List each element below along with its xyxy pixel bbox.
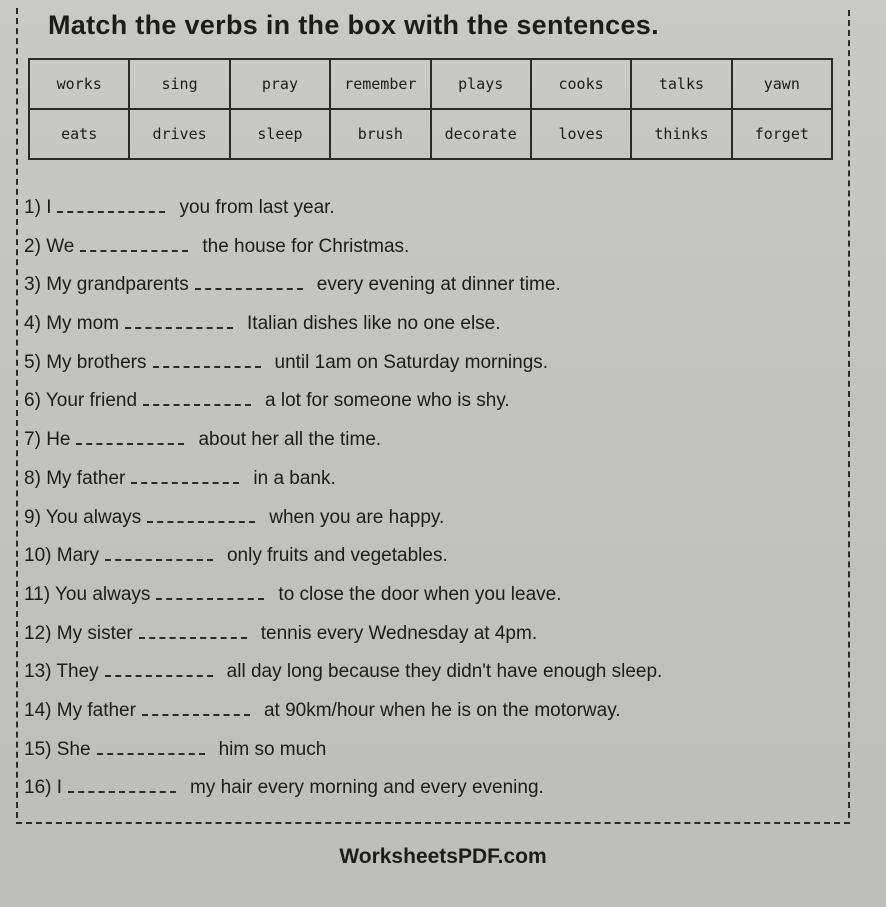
verb-cell: brush: [330, 109, 430, 159]
sentence-subject: Your friend: [45, 390, 138, 412]
verb-cell: thinks: [631, 109, 731, 159]
sentence-rest: only fruits and vegetables.: [226, 545, 448, 567]
answer-blank[interactable]: [131, 468, 239, 484]
answer-blank[interactable]: [143, 390, 251, 406]
sentence-number: 7): [24, 429, 41, 451]
answer-blank[interactable]: [105, 545, 213, 561]
answer-blank[interactable]: [80, 236, 188, 252]
sentence-subject: She: [56, 738, 91, 760]
answer-blank[interactable]: [125, 313, 233, 329]
answer-blank[interactable]: [142, 700, 250, 716]
sentence-subject: My grandparents: [46, 274, 189, 296]
verb-cell: forget: [732, 109, 832, 159]
sentence-line: [24, 695, 844, 734]
sentence-rest: until 1am on Saturday mornings.: [274, 351, 549, 373]
sentence-line: [24, 269, 844, 308]
sentence-subject: I: [46, 197, 52, 218]
verb-cell: works: [29, 59, 129, 109]
sentence-rest: tennis every Wednesday at 4pm.: [260, 622, 538, 644]
verb-cell: decorate: [431, 109, 531, 159]
sentence-number: 6): [24, 390, 41, 412]
sentence-line: [24, 540, 844, 579]
sentence-rest: in a bank.: [253, 467, 336, 489]
sentence-subject: You always: [55, 583, 151, 605]
sentence-line: [24, 579, 844, 618]
verb-box-row: [29, 109, 832, 159]
answer-blank[interactable]: [156, 584, 264, 600]
sentence-number: 8): [24, 467, 41, 489]
sentence-rest: you from last year.: [179, 197, 335, 218]
sentence-number: 9): [24, 506, 41, 528]
sentence-rest: to close the door when you leave.: [278, 583, 562, 605]
sentence-subject: They: [56, 661, 99, 683]
verb-cell: pray: [230, 59, 330, 109]
answer-blank[interactable]: [97, 739, 205, 755]
sentence-rest: the house for Christmas.: [202, 235, 410, 257]
sentence-rest: my hair every morning and every evening.: [190, 777, 544, 799]
answer-blank[interactable]: [68, 777, 176, 793]
sentence-subject: We: [46, 235, 75, 257]
answer-blank[interactable]: [139, 623, 247, 639]
answer-blank[interactable]: [76, 429, 184, 445]
verb-cell: remember: [330, 59, 430, 109]
sentence-subject: My father: [56, 699, 136, 721]
sentence-number: 2): [24, 235, 41, 257]
verb-cell: yawn: [732, 59, 832, 109]
sentence-subject: My father: [46, 467, 126, 489]
answer-blank[interactable]: [153, 352, 261, 368]
sentence-subject: My brothers: [46, 351, 147, 373]
sentence-line: [24, 347, 844, 386]
sentence-line: [24, 231, 844, 270]
verb-cell: drives: [129, 109, 229, 159]
sentence-rest: about her all the time.: [198, 429, 382, 451]
verb-cell: cooks: [531, 59, 631, 109]
sentence-rest: Italian dishes like no one else.: [247, 313, 501, 335]
verb-cell: talks: [631, 59, 731, 109]
sentence-line: [24, 308, 844, 347]
sentence-subject: He: [46, 429, 71, 451]
sentence-list: [24, 192, 844, 811]
sentence-line: [24, 772, 844, 811]
answer-blank[interactable]: [57, 197, 165, 213]
sentence-rest: a lot for someone who is shy.: [265, 390, 510, 412]
sentence-line: [24, 424, 844, 463]
answer-blank[interactable]: [147, 507, 255, 523]
sentence-number: 1): [24, 197, 41, 218]
sentence-number: 5): [24, 351, 41, 373]
verb-cell: loves: [531, 109, 631, 159]
verb-box-row: [29, 59, 832, 109]
worksheet-title: Match the verbs in the box with the sentences.: [48, 10, 659, 40]
sentence-subject: My mom: [46, 313, 120, 335]
sentence-number: 10): [24, 545, 52, 567]
verb-cell: sleep: [230, 109, 330, 159]
verb-cell: eats: [29, 109, 129, 159]
sentence-line: [24, 385, 844, 424]
sentence-number: 12): [24, 622, 52, 644]
sentence-number: 3): [24, 274, 41, 296]
sentence-subject: You always: [45, 506, 142, 528]
verb-cell: plays: [431, 59, 531, 109]
sentence-line: [24, 734, 844, 773]
bottom-dashed-border: [16, 822, 850, 824]
sentence-line: [24, 192, 844, 231]
sentence-number: 4): [24, 313, 41, 335]
sentence-subject: Mary: [56, 545, 99, 567]
sentence-subject: My sister: [56, 622, 133, 644]
sentence-line: [24, 502, 844, 541]
verb-cell: sing: [129, 59, 229, 109]
verb-box: [28, 58, 833, 160]
right-dashed-border: [848, 10, 852, 818]
sentence-line: [24, 463, 844, 502]
sentence-rest: when you are happy.: [269, 506, 445, 528]
footer-site-name: WorksheetsPDF.com: [339, 845, 547, 868]
sentence-number: 16): [24, 777, 52, 799]
sentence-line: [24, 656, 844, 695]
answer-blank[interactable]: [105, 661, 213, 677]
sentence-number: 11): [24, 583, 51, 605]
sentence-line: [24, 618, 844, 657]
sentence-subject: I: [56, 777, 63, 799]
sentence-rest: all day long because they didn't have enough sleep.: [226, 661, 663, 683]
sentence-rest: him so much: [218, 738, 327, 760]
sentence-rest: at 90km/hour when he is on the motorway.: [263, 699, 621, 721]
sentence-number: 13): [24, 661, 52, 683]
left-dashed-border: [16, 8, 20, 818]
answer-blank[interactable]: [195, 274, 303, 290]
sentence-number: 14): [24, 699, 52, 721]
sentence-number: 15): [24, 738, 52, 760]
sentence-rest: every evening at dinner time.: [316, 274, 561, 296]
